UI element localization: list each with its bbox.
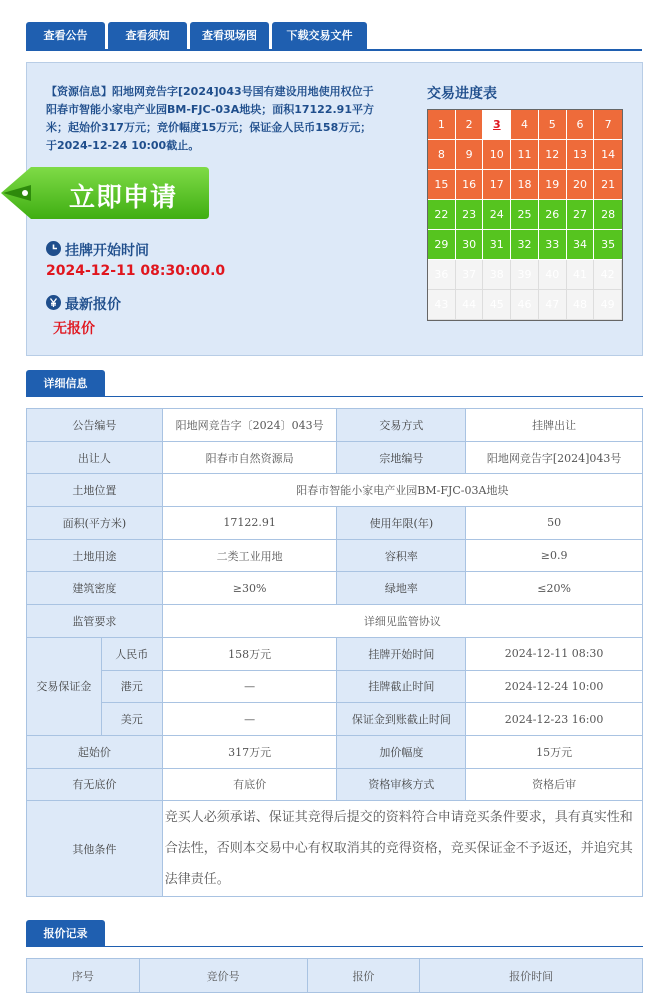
- reserve-label: 有无底价: [27, 768, 163, 801]
- start-price: 317万元: [162, 735, 337, 768]
- density: ≥30%: [162, 572, 337, 605]
- progress-day-47: 47: [539, 290, 567, 320]
- tab-view-notice[interactable]: 查看须知: [108, 22, 187, 50]
- supervision: 详细见监管协议: [162, 605, 642, 638]
- progress-row: [428, 170, 622, 200]
- table-row: [27, 572, 643, 605]
- table-row: [27, 735, 643, 768]
- table-row: [27, 441, 643, 474]
- progress-day-14: 14: [594, 140, 622, 170]
- progress-row: [428, 110, 622, 140]
- progress-row: [428, 230, 622, 260]
- table-row: [27, 768, 643, 801]
- progress-day-40: 40: [539, 260, 567, 290]
- progress-grid: [427, 109, 623, 321]
- table-row: [27, 474, 643, 507]
- start-price-label: 起始价: [27, 735, 163, 768]
- increment-label: 加价幅度: [337, 735, 466, 768]
- col-bid-no: 竞价号: [139, 959, 307, 993]
- progress-row: [428, 200, 622, 230]
- seller-label: 出让人: [27, 441, 163, 474]
- increment: 15万元: [466, 735, 643, 768]
- progress-day-42: 42: [594, 260, 622, 290]
- progress-row: [428, 140, 622, 170]
- progress-title: 交易进度表: [427, 86, 497, 102]
- progress-day-34: 34: [567, 230, 595, 260]
- progress-day-4: 4: [511, 110, 539, 140]
- progress-day-39: 39: [511, 260, 539, 290]
- progress-day-18: 18: [511, 170, 539, 200]
- reserve: 有底价: [162, 768, 337, 801]
- table-row: [27, 801, 643, 897]
- area: 17122.91: [162, 507, 337, 540]
- rmb-deposit: 158万元: [162, 637, 337, 670]
- progress-day-28: 28: [594, 200, 622, 230]
- progress-day-25: 25: [511, 200, 539, 230]
- table-row: [27, 605, 643, 638]
- parcel-no: 阳地网竞告字[2024]043号: [466, 441, 643, 474]
- trade-method: 挂牌出让: [466, 409, 643, 442]
- term: 50: [466, 507, 643, 540]
- location: 阳春市智能小家电产业园BM-FJC-03A地块: [162, 474, 642, 507]
- table-row: [27, 409, 643, 442]
- list-start: 2024-12-11 08:30: [466, 637, 643, 670]
- progress-day-29: 29: [428, 230, 456, 260]
- tab-view-announcement[interactable]: 查看公告: [26, 22, 105, 50]
- progress-day-1: 1: [428, 110, 456, 140]
- rmb-label: 人民币: [101, 637, 162, 670]
- progress-day-2: 2: [456, 110, 484, 140]
- usage: 二类工业用地: [162, 539, 337, 572]
- progress-day-31: 31: [483, 230, 511, 260]
- parcel-no-label: 宗地编号: [337, 441, 466, 474]
- review: 资格后审: [466, 768, 643, 801]
- progress-day-16: 16: [456, 170, 484, 200]
- progress-day-8: 8: [428, 140, 456, 170]
- term-label: 使用年限(年): [337, 507, 466, 540]
- progress-day-3[interactable]: 3: [483, 110, 511, 140]
- density-label: 建筑密度: [27, 572, 163, 605]
- seller: 阳春市自然资源局: [162, 441, 337, 474]
- list-start-label: 挂牌开始时间: [337, 637, 466, 670]
- progress-day-49: 49: [594, 290, 622, 320]
- apply-button-label: 立即申请: [69, 183, 178, 213]
- resource-info: 【资源信息】阳地网竞告字[2024]043号国有建设用地使用权位于阳春市智能小家电产业园BM-FJC-03A地块；面积17122.91平方米；起始价317万元；竞价幅度15万元；保证金人民币158万元；于2024-12-24 10:00截止。: [46, 85, 374, 152]
- clock-icon: [46, 241, 61, 256]
- progress-day-48: 48: [567, 290, 595, 320]
- detail-section-header: [26, 370, 643, 397]
- bids-table: [26, 958, 643, 993]
- deposit-label: 交易保证金: [27, 637, 102, 735]
- announcement-no-label: 公告编号: [27, 409, 163, 442]
- progress-day-10: 10: [483, 140, 511, 170]
- area-label: 面积(平方米): [27, 507, 163, 540]
- progress-day-32: 32: [511, 230, 539, 260]
- latest-price-value: 无报价: [53, 321, 95, 337]
- progress-day-20: 20: [567, 170, 595, 200]
- other-conditions-label: 其他条件: [27, 801, 163, 897]
- table-row: [27, 670, 643, 703]
- col-time: 报价时间: [420, 959, 643, 993]
- progress-day-12: 12: [539, 140, 567, 170]
- progress-day-36: 36: [428, 260, 456, 290]
- usage-label: 土地用途: [27, 539, 163, 572]
- yen-icon: [46, 295, 61, 310]
- progress-day-19: 19: [539, 170, 567, 200]
- progress-day-46: 46: [511, 290, 539, 320]
- list-end-label: 挂牌截止时间: [337, 670, 466, 703]
- progress-day-27: 27: [567, 200, 595, 230]
- hkd-deposit: —: [162, 670, 337, 703]
- other-conditions: 竞买人必须承诺、保证其竞得后提交的资料符合申请竞买条件要求，具有真实性和合法性，否则本交易中心有权取消其的竞得资格，竞买保证金不予返还，并追究其法律责任。: [162, 801, 642, 897]
- progress-day-43: 43: [428, 290, 456, 320]
- progress-day-35: 35: [594, 230, 622, 260]
- col-price: 报价: [307, 959, 420, 993]
- progress-day-23: 23: [456, 200, 484, 230]
- col-seq: 序号: [27, 959, 140, 993]
- latest-price-label: 最新报价: [65, 297, 121, 313]
- listing-start-value: 2024-12-11 08:30:00.0: [46, 263, 226, 279]
- progress-row: [428, 290, 622, 320]
- resource-panel: [26, 62, 643, 356]
- green-rate-label: 绿地率: [337, 572, 466, 605]
- table-row: [27, 539, 643, 572]
- green-rate: ≤20%: [466, 572, 643, 605]
- bids-section-header: [26, 920, 643, 947]
- progress-day-11: 11: [511, 140, 539, 170]
- progress-day-6: 6: [567, 110, 595, 140]
- usd-deposit: —: [162, 703, 337, 736]
- far-label: 容积率: [337, 539, 466, 572]
- progress-day-22: 22: [428, 200, 456, 230]
- progress-day-38: 38: [483, 260, 511, 290]
- progress-day-33: 33: [539, 230, 567, 260]
- apply-now-button[interactable]: [1, 163, 209, 223]
- bids-tab[interactable]: 报价记录: [26, 920, 105, 947]
- list-end: 2024-12-24 10:00: [466, 670, 643, 703]
- progress-day-41: 41: [567, 260, 595, 290]
- progress-day-17: 17: [483, 170, 511, 200]
- location-label: 土地位置: [27, 474, 163, 507]
- progress-day-30: 30: [456, 230, 484, 260]
- bids-header-row: [27, 959, 643, 993]
- table-row: [27, 507, 643, 540]
- hkd-label: 港元: [101, 670, 162, 703]
- progress-day-37: 37: [456, 260, 484, 290]
- progress-day-13: 13: [567, 140, 595, 170]
- top-tabs: [26, 22, 642, 51]
- far: ≥0.9: [466, 539, 643, 572]
- listing-start-label: 挂牌开始时间: [65, 243, 149, 259]
- usd-label: 美元: [101, 703, 162, 736]
- progress-row: [428, 260, 622, 290]
- review-label: 资格审核方式: [337, 768, 466, 801]
- announcement-no: 阳地网竞告字〔2024〕043号: [162, 409, 337, 442]
- progress-day-7: 7: [594, 110, 622, 140]
- progress-day-21: 21: [594, 170, 622, 200]
- progress-day-45: 45: [483, 290, 511, 320]
- progress-day-15: 15: [428, 170, 456, 200]
- deposit-deadline: 2024-12-23 16:00: [466, 703, 643, 736]
- detail-table: [26, 408, 643, 897]
- tab-view-site-map[interactable]: 查看现场图: [190, 22, 269, 50]
- detail-tab[interactable]: 详细信息: [26, 370, 105, 397]
- progress-day-44: 44: [456, 290, 484, 320]
- progress-day-5: 5: [539, 110, 567, 140]
- trade-method-label: 交易方式: [337, 409, 466, 442]
- table-row: [27, 703, 643, 736]
- progress-day-9: 9: [456, 140, 484, 170]
- supervision-label: 监管要求: [27, 605, 163, 638]
- progress-day-26: 26: [539, 200, 567, 230]
- tab-download-files[interactable]: 下载交易文件: [272, 22, 367, 50]
- progress-day-24: 24: [483, 200, 511, 230]
- deposit-deadline-label: 保证金到账截止时间: [337, 703, 466, 736]
- table-row: [27, 637, 643, 670]
